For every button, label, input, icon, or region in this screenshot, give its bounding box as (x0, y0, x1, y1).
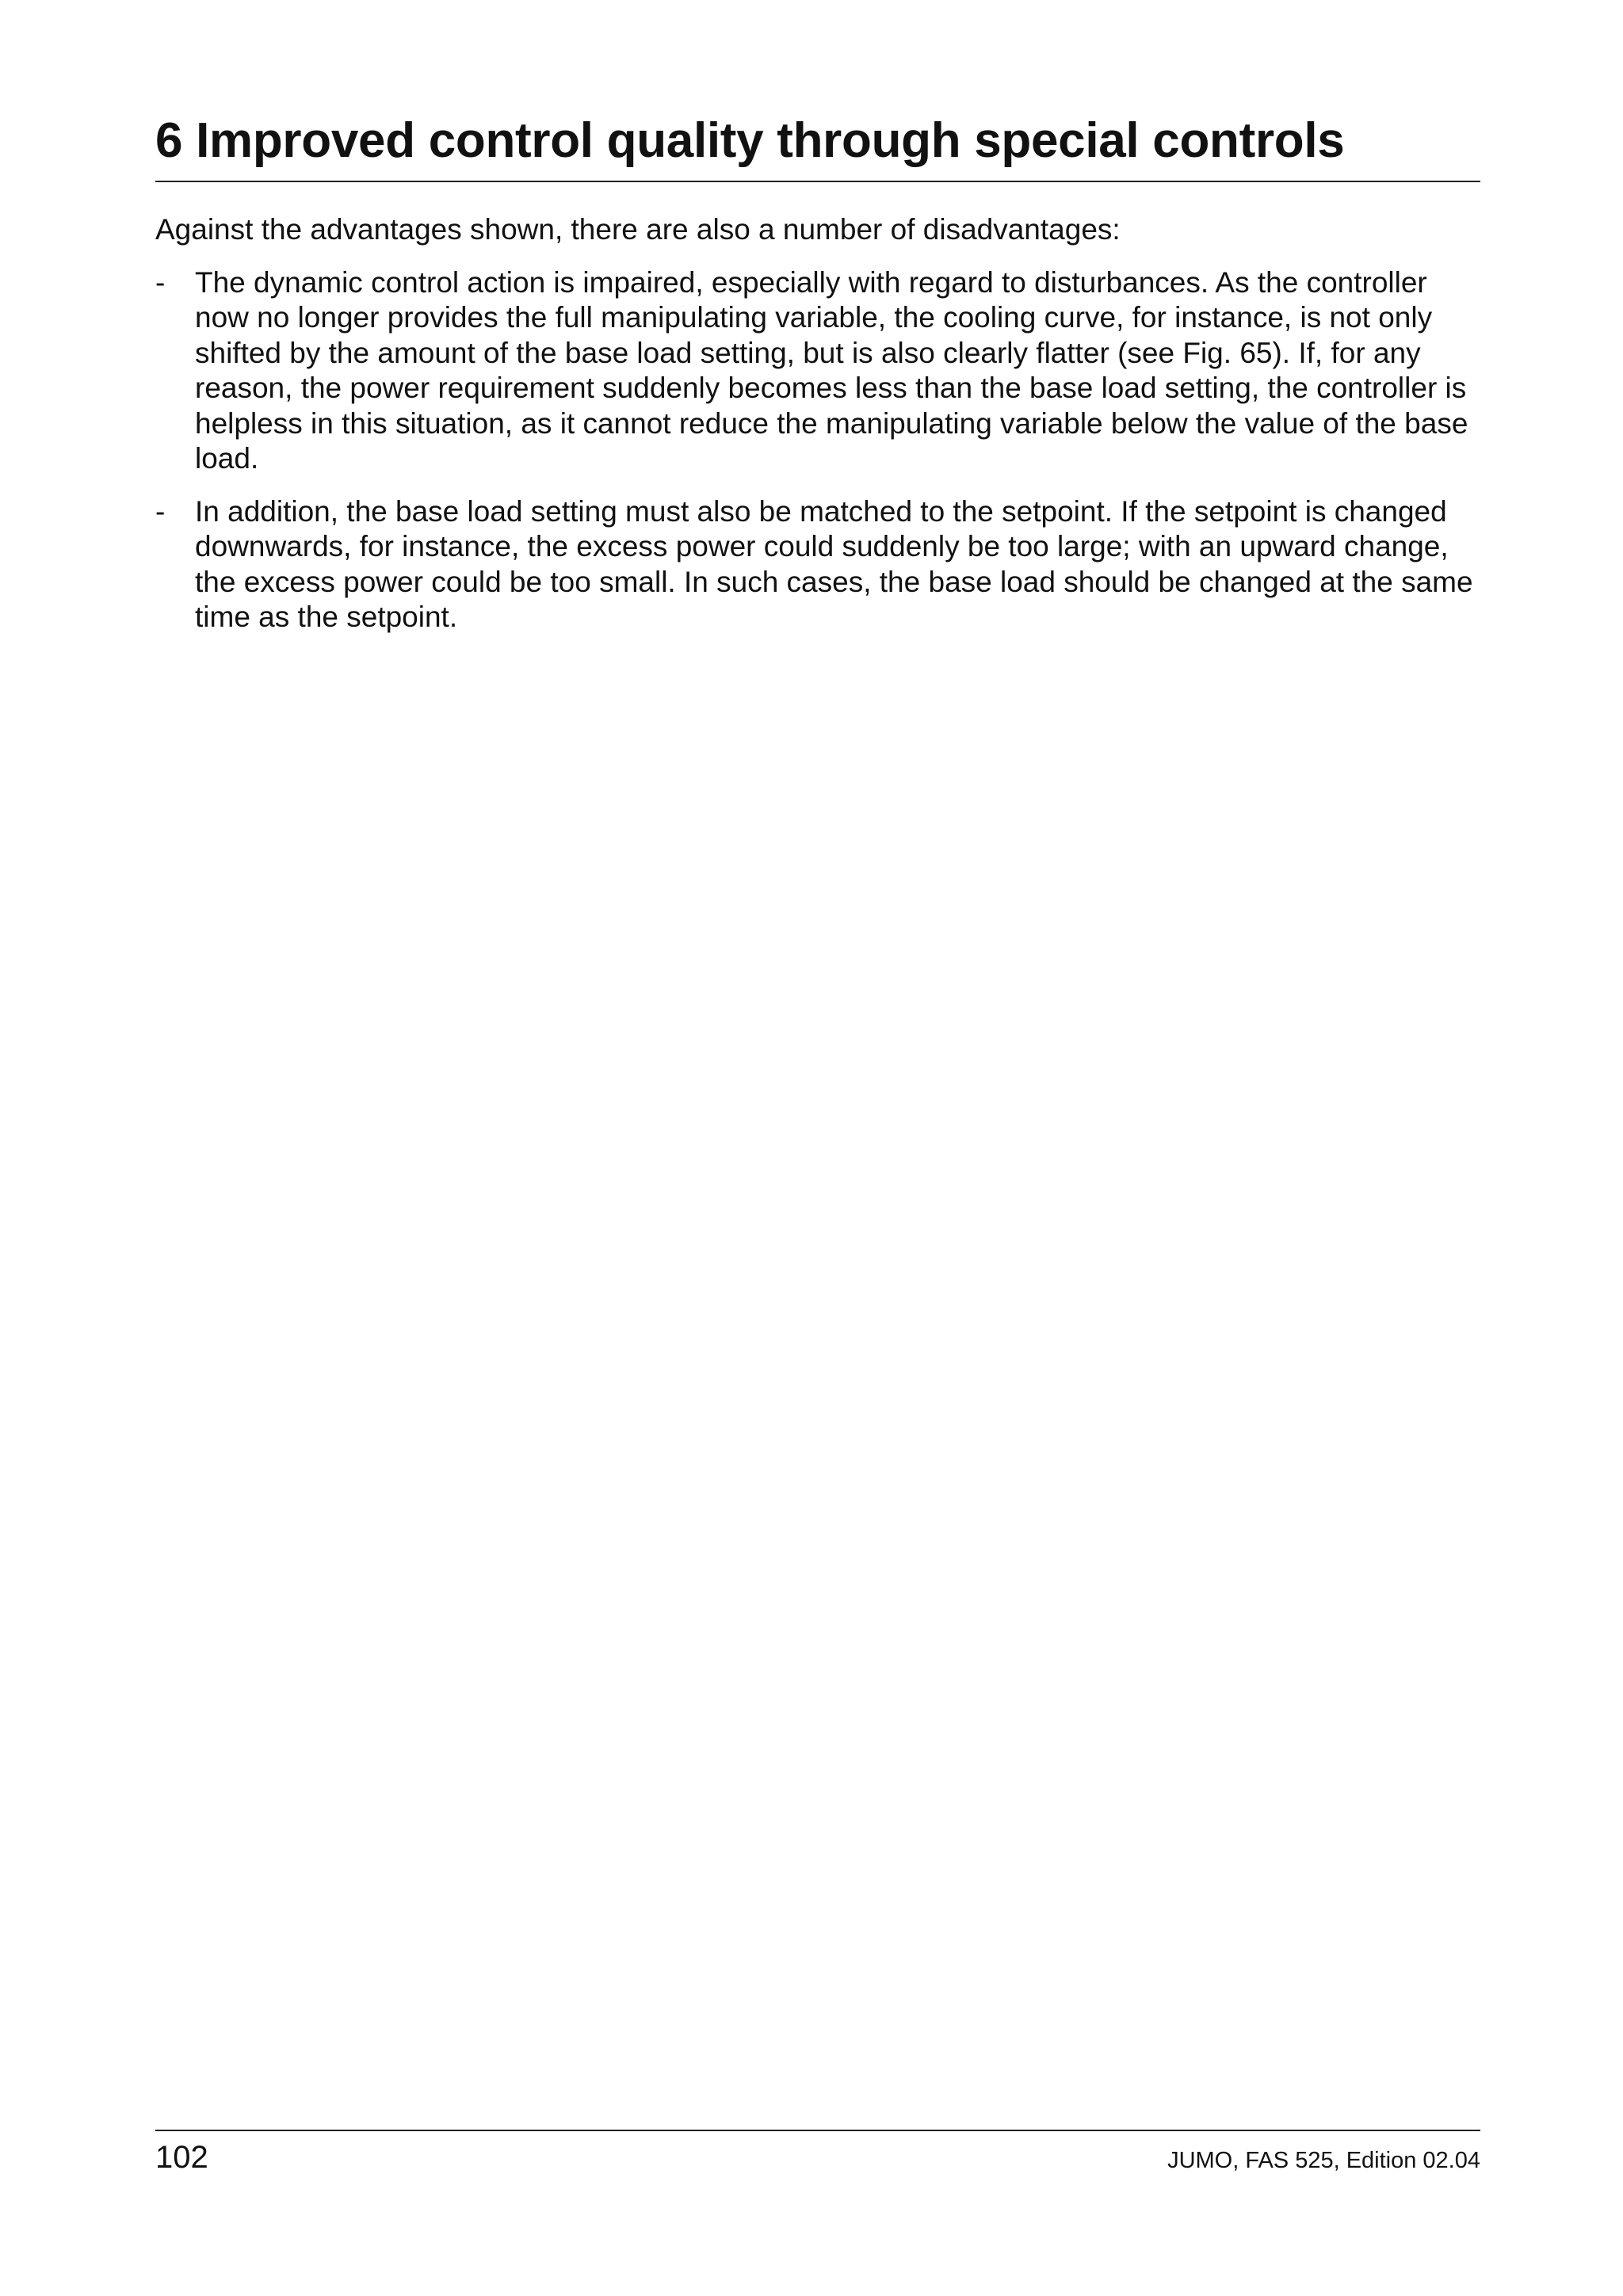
disadvantages-list (155, 265, 1480, 635)
chapter-header (155, 108, 1480, 182)
main-content (155, 212, 1480, 653)
chapter-title: 6 Improved control quality through special controls (155, 113, 1345, 168)
page-number: 102 (155, 2140, 208, 2175)
list-item-text: In addition, the base load setting must also be matched to the setpoint. If the setpoint is changed downwards, for instance, the excess power could suddenly be too large; with an upward change, the excess power could be too small. In such cases, the base load should be changed at the same time as the setpoint. (195, 494, 1473, 633)
page-footer (155, 2130, 1480, 2179)
bullet-marker: - (155, 265, 166, 299)
intro-paragraph: Against the advantages shown, there are also a number of disadvantages: (155, 213, 1121, 246)
edition-label: JUMO, FAS 525, Edition 02.04 (1167, 2148, 1480, 2173)
list-item (155, 265, 1480, 477)
list-item (155, 494, 1480, 635)
list-item-text: The dynamic control action is impaired, especially with regard to disturbances. As the controller now no longer provides the full manipulating variable, the cooling curve, for instance, is not only shifted by the amount of the base load setting, but is also clearly flatter (see Fig. 65). If, for any reason, the power requirement suddenly becomes less than the base load setting, the controller is helpless in this situation, as it cannot reduce the manipulating variable below the value of the base load. (195, 265, 1468, 475)
bullet-marker: - (155, 494, 166, 528)
